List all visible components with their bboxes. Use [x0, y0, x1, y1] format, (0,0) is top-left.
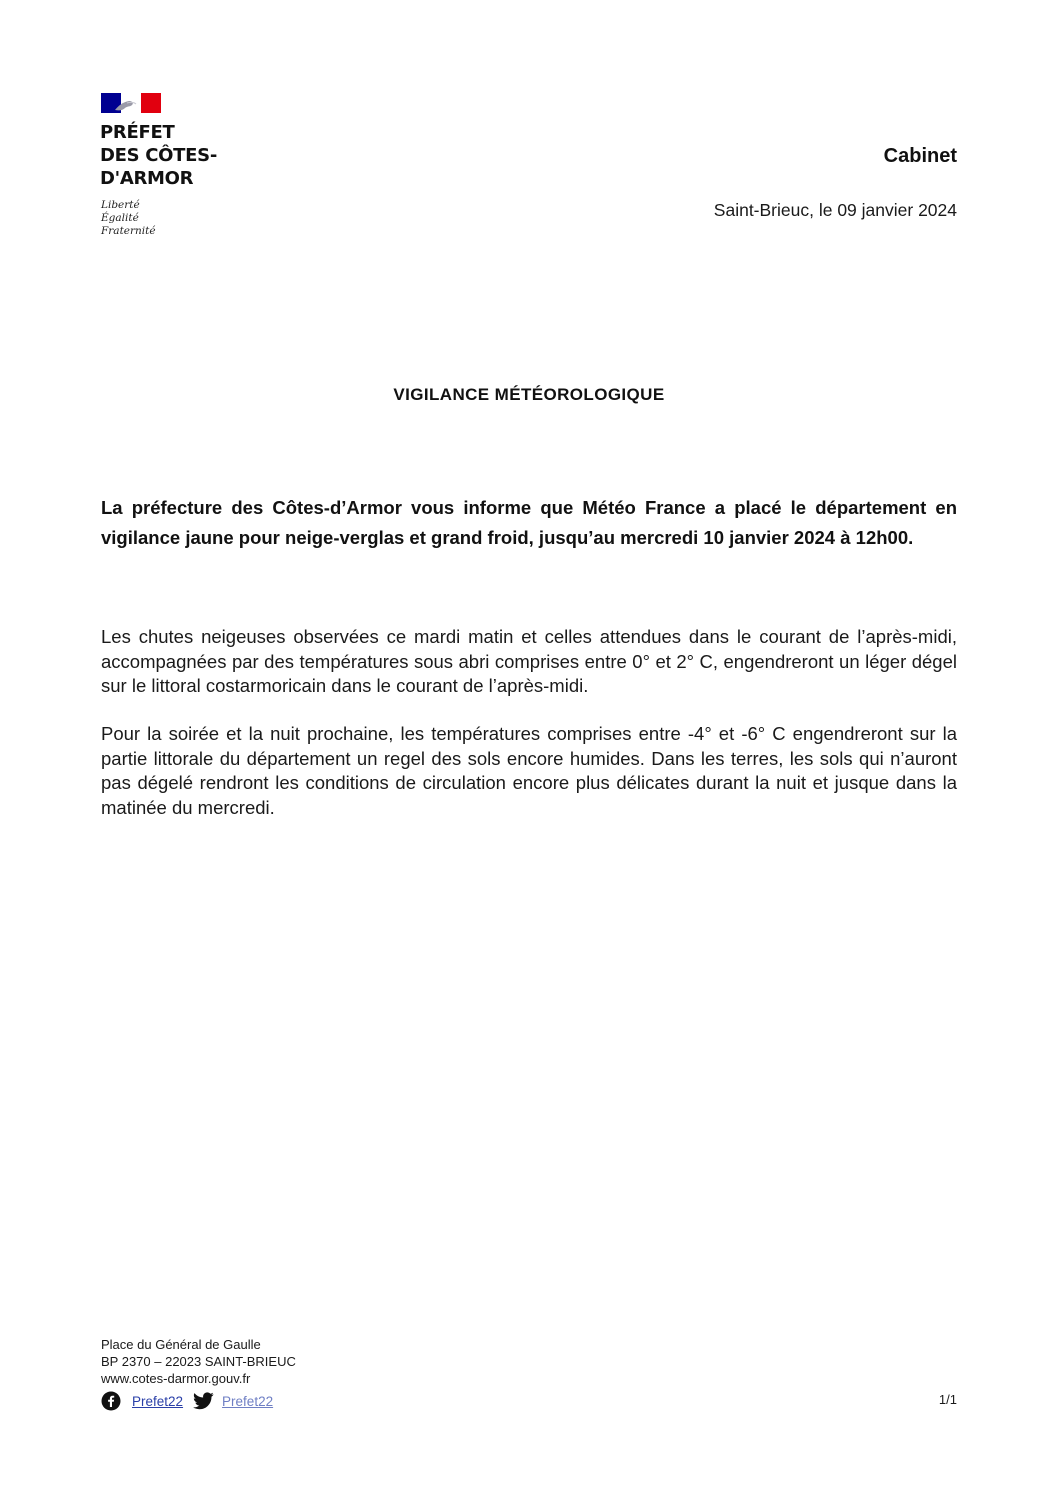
twitter-icon [193, 1392, 214, 1410]
intro-paragraph: La préfecture des Côtes-d’Armor vous informe que Météo France a placé le département en vigilance jaune pour neige-verglas et grand froid, jusqu’au mercredi 10 janvier 2024 à 12h00. [101, 497, 957, 548]
republic-motto [101, 199, 221, 238]
marianne-logo [101, 93, 161, 113]
footer-address [101, 1336, 501, 1387]
page-number: 1/1 [938, 1392, 957, 1407]
place-date: Saint-Brieuc, le 09 janvier 2024 [713, 200, 957, 220]
document-heading: VIGILANCE MÉTÉOROLOGIQUE [393, 385, 665, 404]
motto-line: Égalité [101, 212, 139, 224]
facebook-icon [101, 1391, 121, 1411]
body-paragraph: Pour la soirée et la nuit prochaine, les températures comprises entre -4° et -6° C engendreront sur la partie littorale du département un regel des sols encore humides. Dans les terres, les sols qui n’auront pas dégelé rendront les conditions de circulation encore plus délicates durant la nuit et jusque dans la matinée du mercredi. [101, 723, 957, 818]
tricolor-flag-icon [101, 93, 161, 113]
prefet-title-line: DES CÔTES- [100, 145, 217, 166]
prefet-title-line: PRÉFET [100, 122, 175, 143]
twitter-link[interactable]: Prefet22 [222, 1393, 274, 1409]
address-line: BP 2370 – 22023 SAINT-BRIEUC [101, 1354, 296, 1369]
website-link[interactable]: www.cotes-darmor.gouv.fr [101, 1371, 251, 1386]
prefet-title [100, 121, 300, 190]
motto-line: Liberté [101, 199, 140, 211]
body-paragraph: Les chutes neigeuses observées ce mardi matin et celles attendues dans le courant de l’après-midi, accompagnées par des températures sous abri comprises entre 0° et 2° C, engendreront un léger dégel sur le littoral costarmoricain dans le courant de l’après-midi. [101, 626, 957, 696]
facebook-link[interactable]: Prefet22 [132, 1393, 184, 1409]
prefet-title-line: D'ARMOR [100, 168, 194, 189]
department-label: Cabinet [883, 145, 957, 167]
social-links [101, 1390, 273, 1412]
address-line: Place du Général de Gaulle [101, 1337, 261, 1352]
motto-line: Fraternité [101, 225, 156, 237]
